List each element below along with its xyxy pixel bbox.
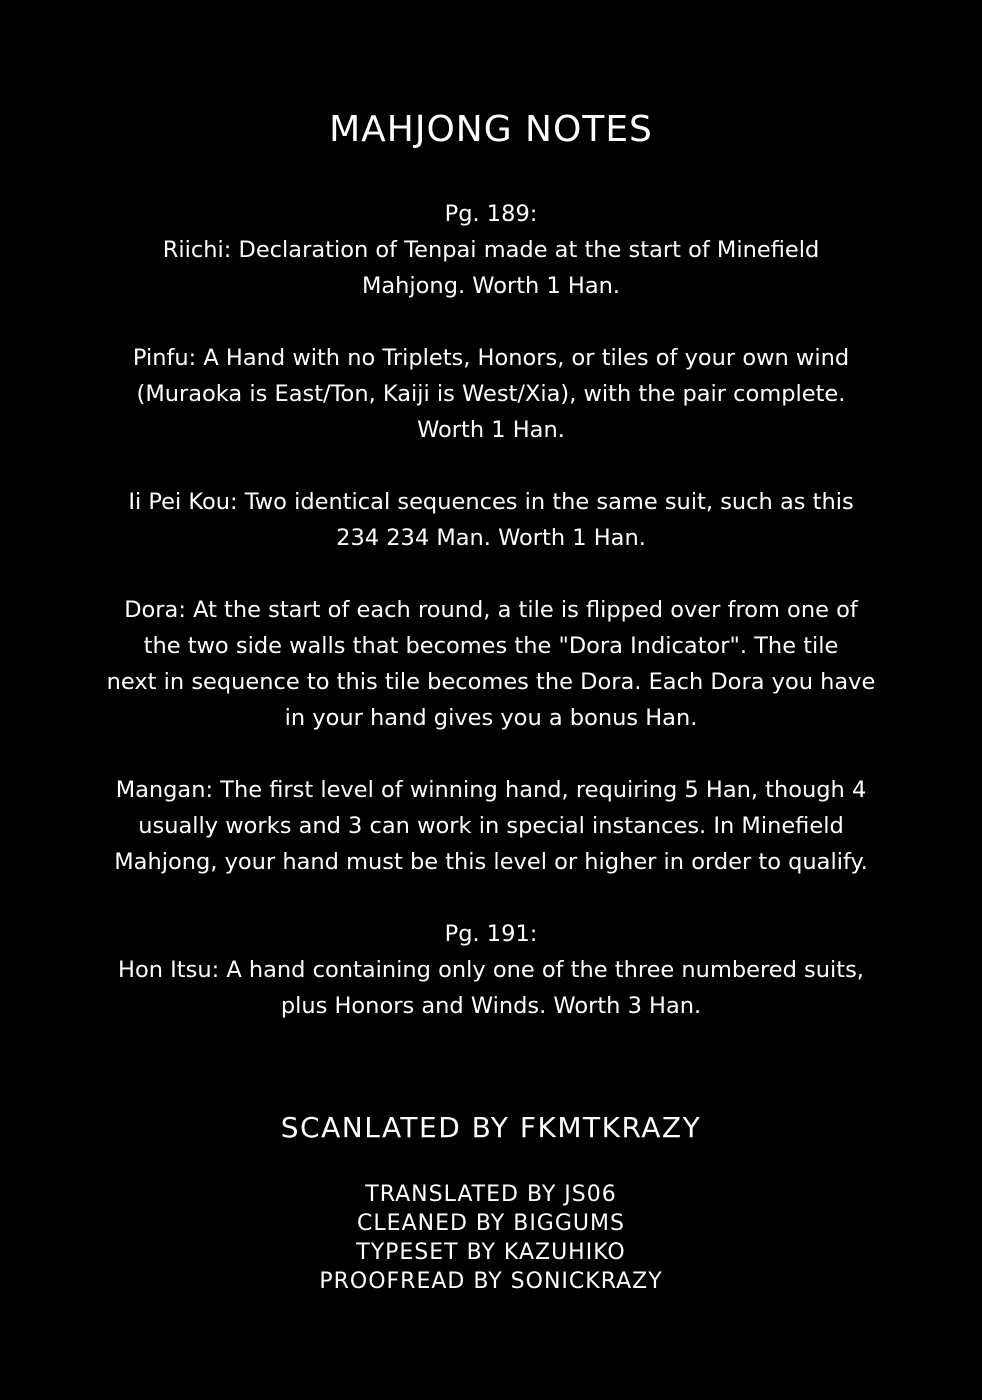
note-line: (Muraoka is East/Ton, Kaiji is West/Xia), with the pair complete.	[136, 381, 846, 407]
note-line: 234 234 Man. Worth 1 Han.	[336, 525, 646, 551]
spacer	[60, 736, 922, 772]
note-line: Mangan: The first level of winning hand, requiring 5 Han, though 4	[115, 777, 867, 803]
note-hon-itsu	[60, 916, 922, 1024]
spacer	[60, 880, 922, 916]
note-line: Dora: At the start of each round, a tile is flipped over from one of	[124, 597, 858, 623]
note-pinfu	[60, 340, 922, 448]
credit-translator: TRANSLATED BY JS06	[365, 1182, 617, 1207]
page-ref-189: Pg. 189:	[444, 201, 538, 227]
credit-proofreader: PROOFREAD BY SONICKRAZY	[319, 1269, 663, 1294]
note-riichi	[60, 196, 922, 304]
spacer	[60, 448, 922, 484]
credit-cleaner: CLEANED BY BIGGUMS	[357, 1211, 625, 1236]
note-line: the two side walls that becomes the "Dora Indicator". The tile	[143, 633, 839, 659]
credit-typesetter: TYPESET BY KAZUHIKO	[356, 1240, 626, 1265]
spacer	[60, 556, 922, 592]
scanlation-heading: SCANLATED BY FKMTKRAZY	[280, 1111, 702, 1144]
note-line: next in sequence to this tile becomes the Dora. Each Dora you have	[106, 669, 876, 695]
notes-section	[60, 196, 922, 1024]
note-line: plus Honors and Winds. Worth 3 Han.	[280, 993, 702, 1019]
note-dora	[60, 592, 922, 736]
note-line: Riichi: Declaration of Tenpai made at the start of Minefield	[162, 237, 820, 263]
note-line: usually works and 3 can work in special instances. In Minefield	[138, 813, 844, 839]
page-title: MAHJONG NOTES	[329, 109, 653, 150]
note-line: Hon Itsu: A hand containing only one of the three numbered suits,	[118, 957, 864, 983]
note-line: Pinfu: A Hand with no Triplets, Honors, or tiles of your own wind	[132, 345, 850, 371]
note-mangan	[60, 772, 922, 880]
note-ii-pei-kou	[60, 484, 922, 556]
note-line: Mahjong, your hand must be this level or higher in order to qualify.	[114, 849, 868, 875]
note-line: in your hand gives you a bonus Han.	[284, 705, 698, 731]
note-line: Mahjong. Worth 1 Han.	[361, 273, 621, 299]
note-line: Worth 1 Han.	[417, 417, 565, 443]
credits-list	[0, 1180, 982, 1296]
page-ref-191: Pg. 191:	[444, 921, 538, 947]
spacer	[60, 304, 922, 340]
note-line: Ii Pei Kou: Two identical sequences in the same suit, such as this	[128, 489, 854, 515]
